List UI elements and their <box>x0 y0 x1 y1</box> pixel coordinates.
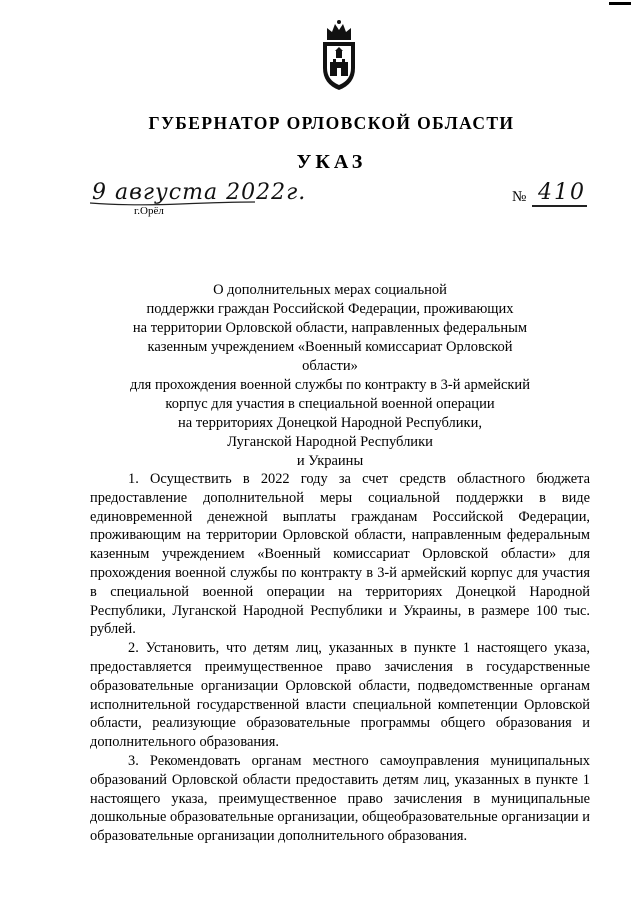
document-type: УКАЗ <box>296 151 367 173</box>
title-line: поддержки граждан Российской Федерации, проживающих <box>146 301 514 317</box>
handwritten-date: 9 августа 2022г. <box>92 180 307 205</box>
city-label: г.Орёл <box>134 205 164 217</box>
title-line: на территориях Донецкой Народной Республики, <box>178 415 482 431</box>
decree-title <box>120 281 540 471</box>
paragraph-3: 3. Рекомендовать органам местного самоуправления муниципальных образований Орловской области предоставить детям лиц, указанных в пункте 1 настоящего указа, преимущественное право зачисления в муниципальные дошкольные образовательные организации, общеобразовательные организации и образовательные организации дополнительного образования. <box>90 752 590 845</box>
paragraph-1: 1. Осуществить в 2022 году за счет средств областного бюджета предоставление дополнительной меры социальной поддержки в виде единовременной денежной выплаты гражданам Российской Федерации, проживающим на территории Орловской области, направленным федеральным казенным учреждением «Военный комиссариат Орловской области» для прохождения военной службы по контракту в 3-й армейский корпус для участия в специальной военной операции на территориях Донецкой Народной Республики, Луганской Народной Республики и Украины, в размере 100 тыс. рублей. <box>90 471 590 638</box>
title-line: на территории Орловской области, направленных федеральным <box>132 320 528 336</box>
scan-corner-mark <box>609 2 631 5</box>
title-line: казенным учреждением «Военный комиссариат Орловской области» <box>147 339 513 374</box>
title-line: Луганской Народной Республики <box>227 434 433 450</box>
decree-body <box>90 470 590 846</box>
number-underline <box>532 205 587 207</box>
number-label: № <box>512 189 527 205</box>
oryol-coat-of-arms-icon <box>318 18 360 94</box>
title-line: и Украины <box>296 453 364 469</box>
paragraph-2: 2. Установить, что детям лиц, указанных в пункте 1 настоящего указа, предоставляется преимущественное право зачисления в государственные образовательные организации Орловской области, подведомственные органам исполнительной государственной власти специальной компетенции Орловской области, реализующие образовательные программы общего образования и дополнительного образования. <box>90 640 590 751</box>
title-line: О дополнительных мерах социальной <box>213 282 447 298</box>
title-line: для прохождения военной службы по контракту в 3-й армейский <box>130 377 530 393</box>
handwritten-number: 410 <box>538 180 586 205</box>
title-line: корпус для участия в специальной военной операции <box>165 396 495 412</box>
issuing-authority: ГУБЕРНАТОР ОРЛОВСКОЙ ОБЛАСТИ <box>148 113 515 133</box>
